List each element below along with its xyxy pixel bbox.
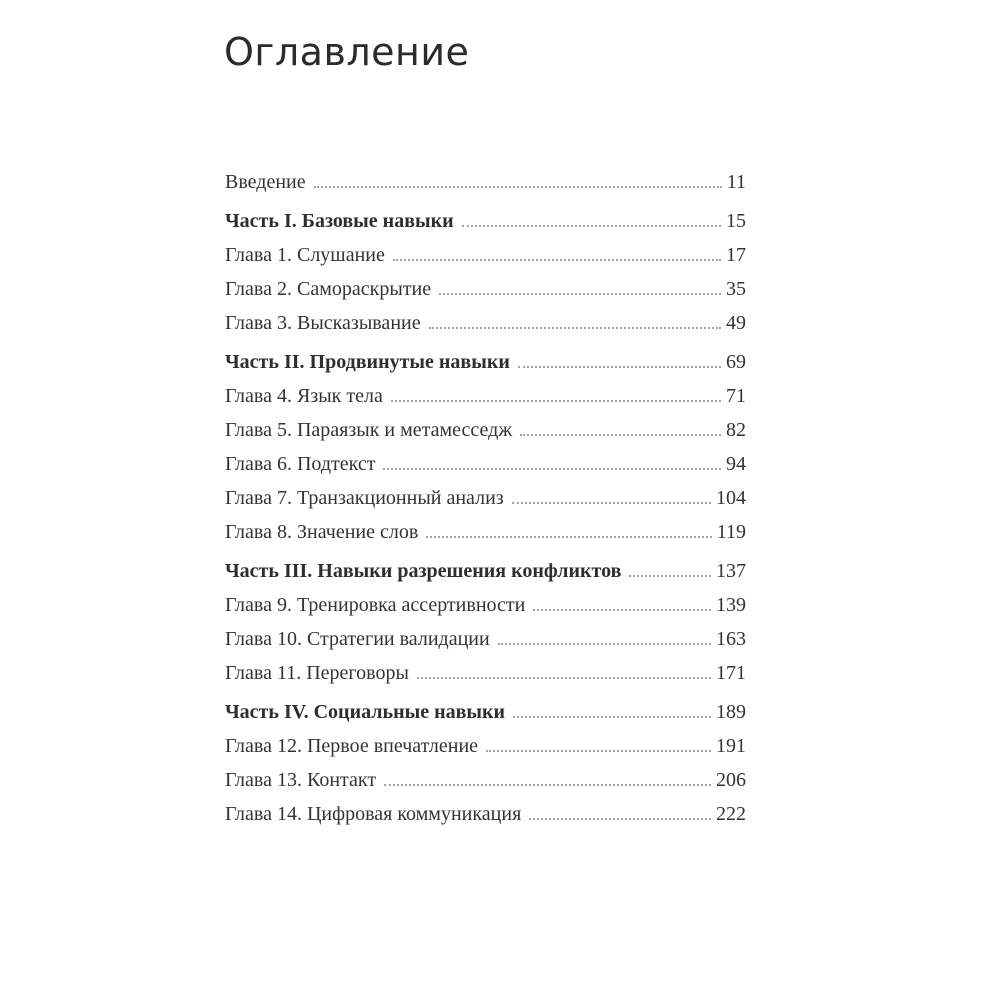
toc-entry-chapter xyxy=(225,454,746,475)
dot-leader xyxy=(393,259,721,261)
toc-entry-chapter xyxy=(225,279,746,300)
toc-entry-section-2 xyxy=(225,352,746,373)
toc-entry-label: Глава 12. Первое впечатление xyxy=(225,735,479,757)
toc-entry-section-3 xyxy=(225,561,746,582)
toc-entry-label: Часть III. Навыки разрешения конфликтов xyxy=(225,560,622,582)
toc-entry-section-4 xyxy=(225,702,746,723)
toc-entry-label: Глава 6. Подтекст xyxy=(225,453,376,475)
toc-entry-page: 15 xyxy=(726,210,746,232)
toc-entry-label: Часть IV. Социальные навыки xyxy=(225,701,506,723)
toc-entry-chapter xyxy=(225,488,746,509)
toc-entry-page: 189 xyxy=(716,701,746,723)
toc-entry-page: 11 xyxy=(726,171,746,193)
toc-entry-chapter xyxy=(225,245,746,266)
toc-entry-label: Глава 11. Переговоры xyxy=(225,662,409,684)
toc-entry-page: 119 xyxy=(716,521,746,543)
toc-entry-label: Глава 8. Значение слов xyxy=(225,521,419,543)
dot-leader xyxy=(417,677,711,679)
toc-entry-page: 222 xyxy=(716,803,746,825)
toc-entry-page: 49 xyxy=(726,312,746,334)
dot-leader xyxy=(529,818,711,820)
toc-entry-label: Глава 10. Стратегии валидации xyxy=(225,628,490,650)
dot-leader xyxy=(533,609,711,611)
dot-leader xyxy=(439,293,721,295)
dot-leader xyxy=(498,643,711,645)
toc-entry-page: 35 xyxy=(726,278,746,300)
page-title: Оглавление xyxy=(224,30,470,74)
dot-leader xyxy=(314,186,722,188)
dot-leader xyxy=(462,225,721,227)
toc-entry-section-1 xyxy=(225,211,746,232)
dot-leader xyxy=(384,784,711,786)
dot-leader xyxy=(518,366,721,368)
toc-entry-label: Глава 14. Цифровая коммуникация xyxy=(225,803,522,825)
toc-list xyxy=(225,172,746,838)
dot-leader xyxy=(391,400,721,402)
toc-entry-chapter xyxy=(225,770,746,791)
toc-entry-label: Глава 4. Язык тела xyxy=(225,385,383,407)
toc-entry-page: 104 xyxy=(716,487,746,509)
dot-leader xyxy=(520,434,721,436)
dot-leader xyxy=(512,502,711,504)
toc-entry-page: 82 xyxy=(726,419,746,441)
toc-entry-page: 137 xyxy=(716,560,746,582)
toc-entry-chapter xyxy=(225,629,746,650)
toc-entry-chapter xyxy=(225,663,746,684)
toc-entry-chapter xyxy=(225,804,746,825)
toc-entry-label: Глава 13. Контакт xyxy=(225,769,377,791)
toc-entry-page: 139 xyxy=(716,594,746,616)
toc-entry-label: Часть II. Продвинутые навыки xyxy=(225,351,510,373)
toc-entry-intro xyxy=(225,172,746,193)
toc-entry-chapter xyxy=(225,736,746,757)
toc-entry-chapter xyxy=(225,420,746,441)
dot-leader xyxy=(629,575,711,577)
toc-entry-page: 17 xyxy=(726,244,746,266)
dot-leader xyxy=(429,327,721,329)
toc-entry-label: Глава 1. Слушание xyxy=(225,244,385,266)
toc-entry-page: 71 xyxy=(726,385,746,407)
toc-entry-chapter xyxy=(225,522,746,543)
toc-entry-chapter xyxy=(225,313,746,334)
dot-leader xyxy=(383,468,721,470)
toc-entry-page: 94 xyxy=(726,453,746,475)
toc-entry-chapter xyxy=(225,386,746,407)
toc-entry-page: 206 xyxy=(716,769,746,791)
toc-entry-label: Глава 2. Самораскрытие xyxy=(225,278,432,300)
toc-entry-page: 163 xyxy=(716,628,746,650)
dot-leader xyxy=(426,536,711,538)
toc-entry-page: 69 xyxy=(726,351,746,373)
toc-entry-chapter xyxy=(225,595,746,616)
toc-entry-label: Глава 5. Параязык и метамесседж xyxy=(225,419,513,441)
dot-leader xyxy=(513,716,711,718)
toc-entry-label: Введение xyxy=(225,171,306,193)
toc-entry-label: Глава 9. Тренировка ассертивности xyxy=(225,594,526,616)
toc-entry-page: 191 xyxy=(716,735,746,757)
toc-entry-label: Глава 3. Высказывание xyxy=(225,312,421,334)
toc-entry-label: Часть I. Базовые навыки xyxy=(225,210,454,232)
toc-entry-label: Глава 7. Транзакционный анализ xyxy=(225,487,504,509)
toc-entry-page: 171 xyxy=(716,662,746,684)
dot-leader xyxy=(486,750,711,752)
